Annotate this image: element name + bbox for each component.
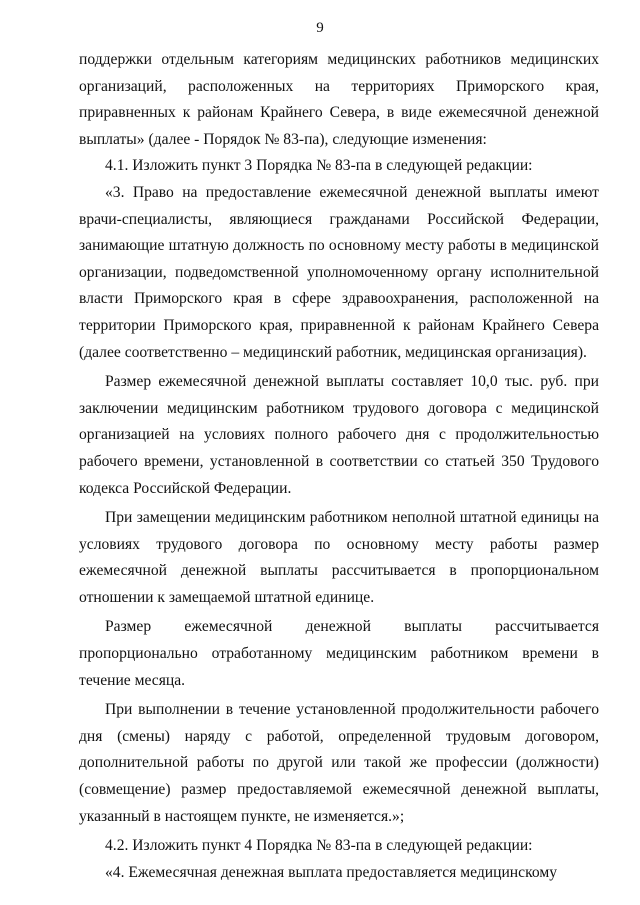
paragraph-proportional-time: Размер ежемесячной денежной выплаты рассчитывается пропорционально отработанному медицинским работником времени в течение месяца. <box>79 618 599 689</box>
paragraph-item-4-2: 4.2. Изложить пункт 4 Порядка № 83-па в следующей редакции: <box>105 837 533 855</box>
paragraph-clause-4: «4. Ежемесячная денежная выплата предоставляется медицинскому <box>105 863 558 881</box>
paragraph-combination: При выполнении в течение установленной продолжительности рабочего дня (смены) наряду с работой, определенной трудовым договором, дополнительной работы по другой или такой же профессии (должности) (совмещение) размер предоставляемой ежемесячной денежной выплаты, указанный в настоящем пункте, не изменяется.»; <box>79 701 599 825</box>
paragraph-clause-3: «3. Право на предоставление ежемесячной денежной выплаты имеют врачи-специалисты, являющиеся гражданами Российской Федерации, занимающие штатную должность по основному месту работы в медицинской организации, подведомственной уполномоченному органу исполнительной власти Приморского края в сфере здравоохранения, расположенной на территории Приморского края, приравненной к районам Крайнего Севера (далее соответственно – медицинский работник, медицинская организация). <box>79 183 599 361</box>
paragraph-partial-position: При замещении медицинским работником неполной штатной единицы на условиях трудового договора по основному месту работы размер ежемесячной денежной выплаты рассчитывается в пропорциональном отношении к замещаемой штатной единице. <box>79 509 599 606</box>
document-body <box>79 47 599 886</box>
paragraph-item-4-1: 4.1. Изложить пункт 3 Порядка № 83-па в следующей редакции: <box>105 157 533 175</box>
page-number: 9 <box>316 20 324 36</box>
paragraph-payment-amount: Размер ежемесячной денежной выплаты составляет 10,0 тыс. руб. при заключении медицинским работником трудового договора с медицинской организацией на условиях полного рабочего дня с продолжительностью рабочего времени, установленной в соответствии со статьей 350 Трудового кодекса Российской Федерации. <box>79 373 599 497</box>
paragraph-continuation: поддержки отдельным категориям медицинских работников медицинских организаций, расположенных на территориях Приморского края, приравненных к районам Крайнего Севера, в виде ежемесячной денежной выплаты» (далее - Порядок № 83-па), следующие изменения: <box>79 51 599 148</box>
